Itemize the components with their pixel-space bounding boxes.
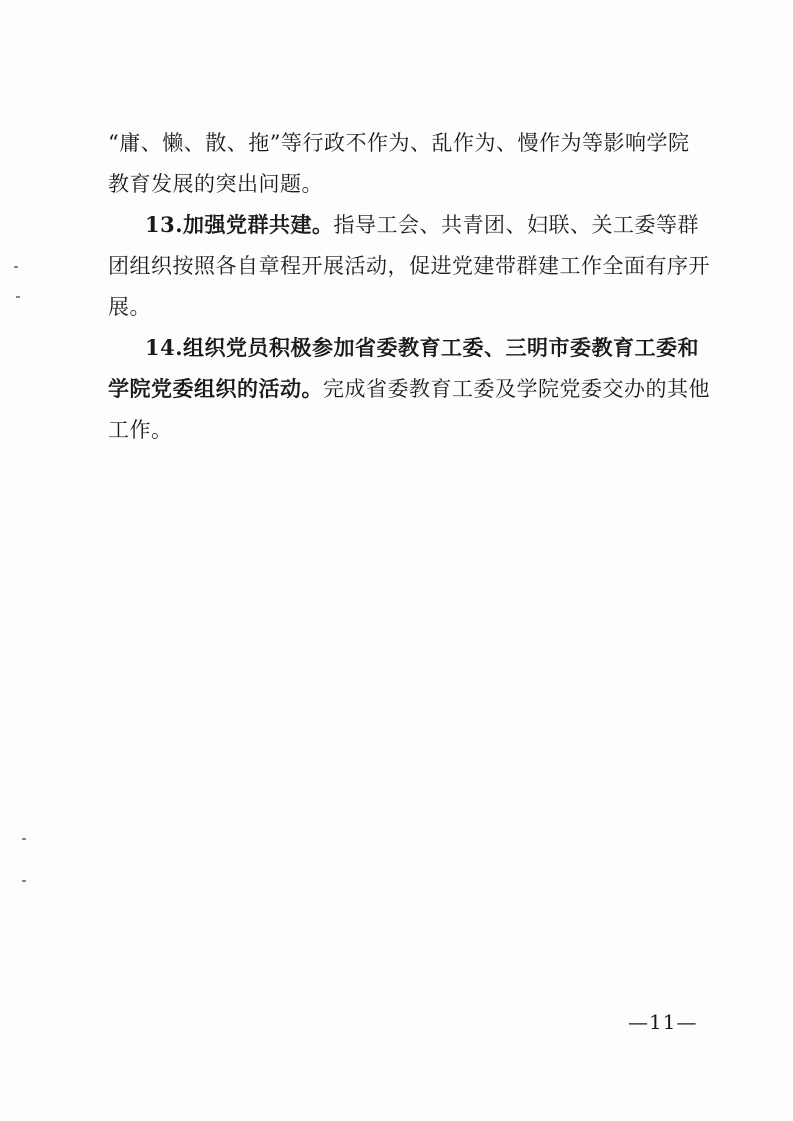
- page-number: —11—: [628, 1010, 698, 1034]
- paragraph-1-line-2: 教育发展的突出问题。: [108, 172, 323, 196]
- paragraph-3-line-2: [108, 374, 710, 404]
- paragraph-2-line-3: 展。: [108, 295, 151, 319]
- scan-speck: [22, 838, 26, 840]
- paragraph-2-line-1: [108, 210, 698, 240]
- paragraph-3-line-3: 工作。: [108, 418, 173, 442]
- scan-speck: [22, 880, 26, 882]
- paragraph-2-text: 指导工会、共青团、妇联、关工委等群: [333, 213, 700, 237]
- scan-speck: [16, 296, 20, 298]
- paragraph-1-line-1: “庸、懒、散、拖”等行政不作为、乱作为、慢作为等影响学院: [108, 131, 690, 155]
- scan-speck: [14, 266, 18, 268]
- paragraph-3-heading-line-2: 学院党委组织的活动。: [108, 376, 323, 401]
- paragraph-2-heading: 13.加强党群共建。: [145, 212, 334, 237]
- paragraph-2-line-2: 团组织按照各自章程开展活动，促进党建带群建工作全面有序开: [108, 254, 710, 278]
- paragraph-3-heading-line-1: 14.组织党员积极参加省委教育工委、三明市委教育工委和: [145, 335, 700, 360]
- paragraph-3-text: 完成省委教育工委及学院党委交办的其他: [323, 377, 710, 401]
- body-text: [108, 128, 710, 456]
